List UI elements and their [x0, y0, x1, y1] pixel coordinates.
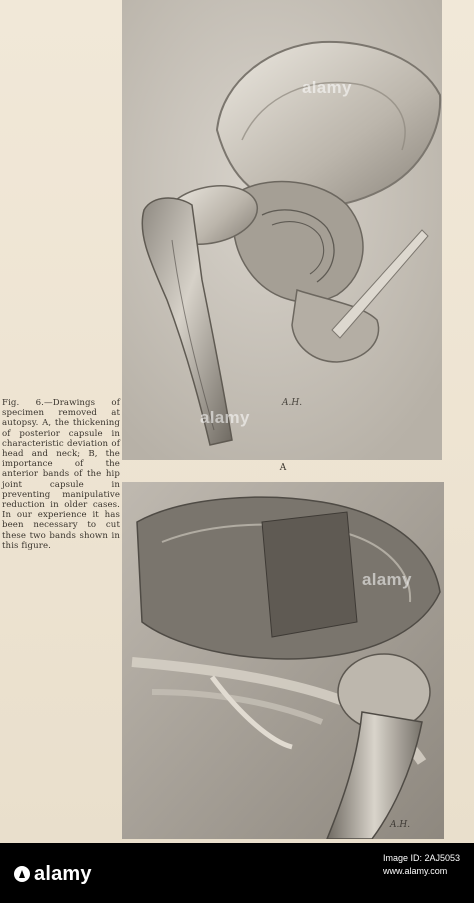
hip-joint-drawing-b — [122, 482, 444, 839]
watermark-1: alamy — [302, 78, 352, 97]
stock-url: www.alamy.com — [382, 866, 448, 876]
artist-signature-b: A.H. — [390, 820, 411, 830]
illustration-plate-a — [122, 0, 442, 460]
watermark-3: alamy — [362, 570, 412, 589]
footer-info — [383, 852, 460, 878]
illustration-plate-b — [122, 482, 444, 839]
hip-joint-drawing-a — [122, 0, 442, 460]
image-id-label: Image ID: 2AJ5053 — [382, 853, 460, 863]
stock-footer-bar — [0, 843, 474, 903]
watermark-2: alamy — [200, 408, 250, 427]
stock-logo — [14, 863, 92, 886]
artist-signature: A.H. — [282, 398, 303, 408]
stock-logo-text: alamy — [34, 863, 92, 885]
plate-label-a: A — [279, 463, 287, 473]
alamy-logo-icon — [14, 866, 30, 882]
figure-caption: Fig. 6.—Drawings of specimen removed at autopsy. A, the thickening of posterior capsule in characteristic deviation of head and neck; B, the importance of the anterior bands of the hip joint capsule in preventing manipulative reduction in older cases. In our experience it has been necessary to cut these two bands shown in this figure. — [2, 398, 120, 551]
